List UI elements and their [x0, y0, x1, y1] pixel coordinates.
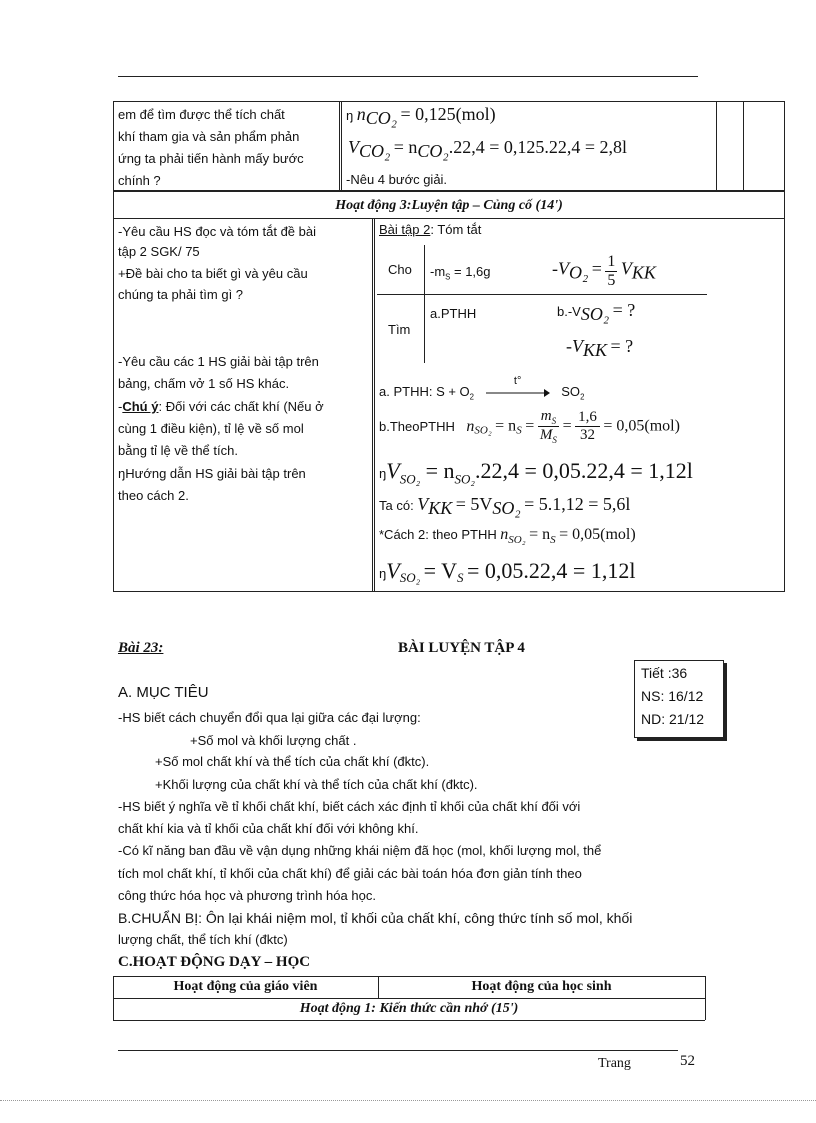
find-label: Tìm: [388, 322, 411, 337]
activity1-heading: Hoạt động 1: Kiến thức cần nhớ (15'): [299, 1001, 519, 1016]
objective-line: +Số mol chất khí và thể tích của chất khí (đktc).: [155, 754, 430, 769]
v-so2-cach2-eq: $ŋV_{SO_2} = V_S = 0,05.22,4 = 1,12l$: [379, 558, 636, 585]
top-left-line: khí tham gia và sản phẩm phản: [118, 129, 300, 144]
objective-line: chất khí kia và tỉ khối của chất khí đối với không khí.: [118, 821, 419, 836]
activity3-heading: Hoạt động 3:Luyện tập – Củng cố (14'): [335, 198, 563, 213]
given-label: Cho: [388, 262, 412, 277]
page-number: 52: [680, 1053, 695, 1069]
find-vkk: $-V_{KK}$ = ?: [566, 336, 634, 360]
summary-vline: [424, 245, 425, 363]
find-vso2: $b.-V_{SO_2}$ = ?: [557, 300, 636, 324]
top-left-line: ứng ta phải tiến hành mấy bước: [118, 151, 304, 166]
objective-line: -Có kĩ năng ban đầu về vận dụng những khái niệm đã học (mol, khối lượng mol, thể: [118, 843, 602, 858]
left-text-line: -Yêu cầu các 1 HS giải bài tập trên: [118, 354, 319, 369]
arrow-right-icon: [486, 388, 550, 398]
left-text-line: chúng ta phải tìm gì ?: [118, 287, 244, 302]
section-c-heading: C.HOẠT ĐỘNG DẠY – HỌC: [118, 954, 311, 970]
find-pthh: a.PTHH: [430, 306, 477, 321]
page-label: Trang: [598, 1056, 631, 1071]
header-rule: [118, 76, 698, 77]
objective-line: tích mol chất khí, tỉ khối của chất khí) để giải các bài toán hóa đơn giản tính theo: [118, 866, 582, 881]
lesson-label: Bài 23:: [118, 640, 164, 656]
note-line: cùng 1 điều kiện), tỉ lệ về số mol: [118, 421, 304, 436]
cach2-eq: *Cách 2: theo PTHH $n_{SO_2} = n_S = 0,05(mol)$: [379, 526, 636, 546]
section-b-line: lượng chất, thể tích khí (đktc): [118, 932, 288, 947]
reaction-equation: a. PTHH: $S + O_2$ t° $SO_2$: [379, 375, 585, 402]
page-edge: [0, 1100, 816, 1101]
left-text-line: +Đề bài cho ta biết gì và yêu cầu: [118, 266, 308, 281]
objective-line: -HS biết ý nghĩa về tỉ khối chất khí, biết cách xác định tỉ khối của chất khí đối với: [118, 799, 581, 814]
footer-rule: [118, 1050, 678, 1051]
v-so2-eq: $ŋV_{SO_2} = n_{SO_2}.22,4 = 0,05.22,4 = 1,12l$: [379, 458, 693, 487]
left-text-line: -Yêu cầu HS đọc và tóm tắt đề bài: [118, 224, 316, 239]
col-teacher-header: Hoạt động của giáo viên: [173, 979, 318, 994]
left-text-line: tập 2 SGK/ 75: [118, 244, 200, 259]
given-mass: $-m_S = 1,6g$: [430, 264, 491, 282]
summary-divider: [377, 294, 707, 295]
left-text-line: bảng, chấm vở 1 số HS khác.: [118, 376, 290, 391]
eq-n-co2: ŋ $n_{CO_2} = 0,125(mol)$: [346, 104, 496, 128]
lesson-title: BÀI LUYỆN TẬP 4: [398, 640, 525, 656]
steps-note: -Nêu 4 bước giải.: [346, 172, 448, 187]
top-left-line: chính ?: [118, 173, 161, 188]
v-kk-eq: Ta có: $V_{KK} = 5V_{SO_2} = 5.1,12 = 5,6l$: [379, 494, 631, 518]
note-line: -Chú ý: Đối với các chất khí (Nếu ở: [118, 399, 324, 414]
section-a-heading: A. MỤC TIÊU: [118, 684, 209, 701]
objective-line: công thức hóa học và phương trình hóa học.: [118, 888, 376, 903]
top-left-line: em để tìm được thể tích chất: [118, 107, 285, 122]
section-b: B.CHUẨN BỊ: Ôn lại khái niệm mol, tỉ khối của chất khí, công thức tính số mol, khối: [118, 910, 633, 926]
col-student-header: Hoạt động của học sinh: [471, 979, 612, 994]
theo-pthh-eq: b.TheoPTHH $n_{SO_2} = n_S$ = $\frac{m_S}{M_S}$ = $\frac{1,6}{32}$ = 0,05(mol): [379, 408, 680, 445]
eq-v-co2: $V_{CO_2} = n_{CO_2}.22,4 = 0,125.22,4 = 2,8l$: [348, 137, 627, 161]
guide-line: ŋHướng dẫn HS giải bài tập trên: [118, 466, 306, 481]
note-line: bằng tỉ lệ về thể tích.: [118, 443, 238, 458]
objective-line: +Khối lượng của chất khí và thể tích của chất khí (đktc).: [155, 777, 478, 792]
objective-line: -HS biết cách chuyển đổi qua lại giữa các đại lượng:: [118, 710, 421, 725]
exercise-title: Bài tập 2: Tóm tắt: [379, 222, 482, 237]
guide-line: theo cách 2.: [118, 488, 189, 503]
objective-line: +Số mol và khối lượng chất .: [190, 733, 357, 748]
given-vo2: $-V_{O_2}$ = $\frac{1}{5}$ $V_{KK}$: [552, 253, 656, 289]
schedule-box: Tiết :36 NS: 16/12 ND: 21/12: [634, 660, 724, 738]
